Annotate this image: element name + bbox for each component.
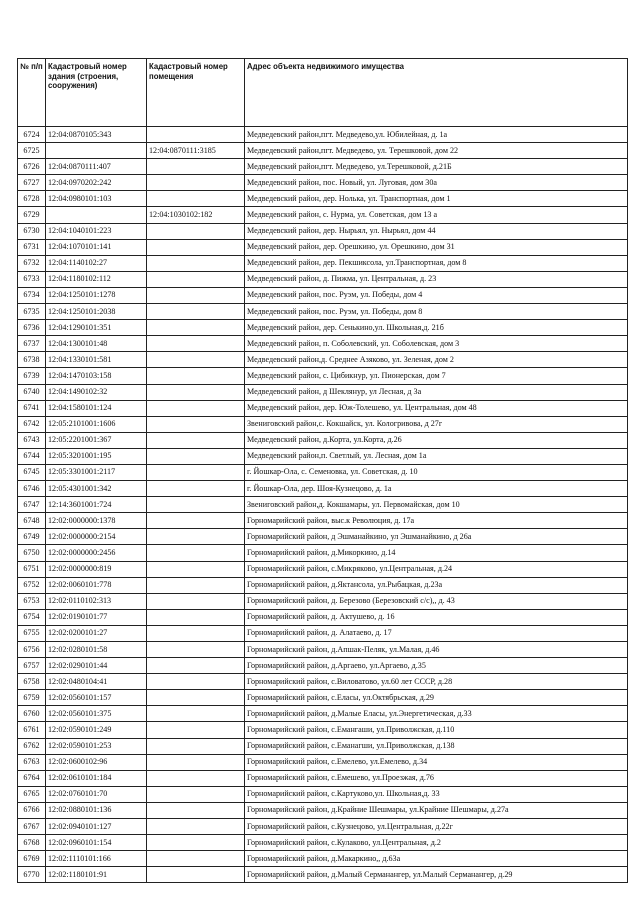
premises-cadastral-cell <box>147 706 245 722</box>
building-cadastral-cell: 12:02:0880101:136 <box>46 802 147 818</box>
building-cadastral-cell: 12:02:0290101:44 <box>46 658 147 674</box>
row-number-cell: 6761 <box>18 722 46 738</box>
table-row <box>18 513 628 529</box>
row-number-cell: 6727 <box>18 175 46 191</box>
table-row <box>18 255 628 271</box>
row-number-cell: 6764 <box>18 770 46 786</box>
row-number-cell: 6767 <box>18 819 46 835</box>
table-row <box>18 577 628 593</box>
row-number-cell: 6766 <box>18 802 46 818</box>
address-cell: Медведевский район, д Шеклянур, ул Лесная, д 3а <box>245 384 628 400</box>
address-cell: Медведевский район, д. Пижма, ул. Центральная, д. 23 <box>245 271 628 287</box>
row-number-cell: 6749 <box>18 529 46 545</box>
address-cell: Медведевский район, дер. Орешкино, ул. Орешкино, дом 31 <box>245 239 628 255</box>
row-number-cell: 6732 <box>18 255 46 271</box>
building-cadastral-cell: 12:05:2201001:367 <box>46 432 147 448</box>
row-number-cell: 6735 <box>18 304 46 320</box>
premises-cadastral-cell: 12:04:0870111:3185 <box>147 143 245 159</box>
premises-cadastral-cell <box>147 255 245 271</box>
row-number-cell: 6758 <box>18 674 46 690</box>
row-number-cell: 6742 <box>18 416 46 432</box>
premises-cadastral-cell <box>147 642 245 658</box>
table-row <box>18 770 628 786</box>
table-row <box>18 175 628 191</box>
address-cell: Звениговский район,с. Кокшайск, ул. Кологривова, д 27г <box>245 416 628 432</box>
building-cadastral-cell: 12:04:1140102:27 <box>46 255 147 271</box>
table-row <box>18 497 628 513</box>
building-cadastral-cell: 12:04:1300101:48 <box>46 336 147 352</box>
row-number-cell: 6734 <box>18 287 46 303</box>
row-number-cell: 6757 <box>18 658 46 674</box>
address-cell: Медведевский район, дер. Пекшиксола, ул.Транспортная, дом 8 <box>245 255 628 271</box>
building-cadastral-cell: 12:02:0000000:2456 <box>46 545 147 561</box>
premises-cadastral-cell <box>147 561 245 577</box>
premises-cadastral-cell <box>147 867 245 883</box>
address-cell: Горномарийский район, д.Апшак-Пеляк, ул.Малая, д.46 <box>245 642 628 658</box>
address-cell: Медведевский район, пос. Руэм, ул. Победы, дом 8 <box>245 304 628 320</box>
address-cell: Медведевский район,пгт. Медведево,ул. Юбилейная, д. 1а <box>245 127 628 143</box>
address-cell: Горномарийский район, д.Яктансола, ул.Рыбацкая, д.23а <box>245 577 628 593</box>
premises-cadastral-cell <box>147 577 245 593</box>
building-cadastral-cell: 12:04:0980101:103 <box>46 191 147 207</box>
row-number-cell: 6740 <box>18 384 46 400</box>
table-row <box>18 722 628 738</box>
address-cell: Горномарийский район, д.Аргаево, ул.Аргаево, д.35 <box>245 658 628 674</box>
premises-cadastral-cell <box>147 448 245 464</box>
building-cadastral-cell: 12:05:2101001:1606 <box>46 416 147 432</box>
premises-cadastral-cell <box>147 368 245 384</box>
building-cadastral-cell: 12:05:4301001:342 <box>46 481 147 497</box>
table-row <box>18 754 628 770</box>
building-cadastral-cell: 12:02:0200101:27 <box>46 625 147 641</box>
address-cell: Горномарийский район, с.Картуково,ул. Школьная,д. 33 <box>245 786 628 802</box>
building-cadastral-cell: 12:02:1180101:91 <box>46 867 147 883</box>
table-row <box>18 191 628 207</box>
premises-cadastral-cell <box>147 191 245 207</box>
table-row <box>18 416 628 432</box>
row-number-cell: 6763 <box>18 754 46 770</box>
table-row <box>18 143 628 159</box>
row-number-cell: 6754 <box>18 609 46 625</box>
address-cell: Горномарийский район, с.Еласы, ул.Октябрьская, д.29 <box>245 690 628 706</box>
premises-cadastral-cell <box>147 690 245 706</box>
premises-cadastral-cell <box>147 416 245 432</box>
table-row <box>18 561 628 577</box>
premises-cadastral-cell <box>147 336 245 352</box>
row-number-cell: 6751 <box>18 561 46 577</box>
address-cell: Медведевский район, п. Соболевский, ул. Соболевская, дом 3 <box>245 336 628 352</box>
premises-cadastral-cell <box>147 593 245 609</box>
building-cadastral-cell: 12:05:3201001:195 <box>46 448 147 464</box>
address-cell: Горномарийский район, д.Макаркино,, д.63а <box>245 851 628 867</box>
building-cadastral-cell: 12:04:1070101:141 <box>46 239 147 255</box>
row-number-cell: 6747 <box>18 497 46 513</box>
address-cell: Горномарийский район, с.Емангаши, ул.Приволжская, д.110 <box>245 722 628 738</box>
table-row <box>18 287 628 303</box>
address-cell: Медведевский район,д. Среднее Азяково, ул. Зеленая, дом 2 <box>245 352 628 368</box>
table-row <box>18 304 628 320</box>
building-cadastral-cell: 12:04:0870111:407 <box>46 159 147 175</box>
row-number-cell: 6741 <box>18 400 46 416</box>
row-number-cell: 6759 <box>18 690 46 706</box>
address-cell: Горномарийский район, с.Виловатово, ул.60 лет СССР, д.28 <box>245 674 628 690</box>
row-number-cell: 6744 <box>18 448 46 464</box>
building-cadastral-cell: 12:04:1330101:581 <box>46 352 147 368</box>
table-row <box>18 464 628 480</box>
building-cadastral-cell: 12:02:0000000:1378 <box>46 513 147 529</box>
table-row <box>18 819 628 835</box>
table-row <box>18 706 628 722</box>
address-cell: Медведевский район, пос. Руэм, ул. Победы, дом 4 <box>245 287 628 303</box>
building-cadastral-cell: 12:04:1580101:124 <box>46 400 147 416</box>
row-number-cell: 6729 <box>18 207 46 223</box>
building-cadastral-cell: 12:04:1250101:2038 <box>46 304 147 320</box>
row-number-cell: 6769 <box>18 851 46 867</box>
table-row <box>18 625 628 641</box>
table-row <box>18 207 628 223</box>
row-number-cell: 6762 <box>18 738 46 754</box>
premises-cadastral-cell <box>147 770 245 786</box>
building-cadastral-cell: 12:02:0560101:375 <box>46 706 147 722</box>
address-cell: Горномарийский район, д. Актушево, д. 16 <box>245 609 628 625</box>
premises-cadastral-cell <box>147 529 245 545</box>
premises-cadastral-cell <box>147 625 245 641</box>
row-number-cell: 6748 <box>18 513 46 529</box>
premises-cadastral-cell <box>147 223 245 239</box>
row-number-cell: 6756 <box>18 642 46 658</box>
table-row <box>18 851 628 867</box>
header-address: Адрес объекта недвижимого имущества <box>245 59 628 127</box>
table-header-row <box>18 59 628 127</box>
building-cadastral-cell: 12:02:0110102:313 <box>46 593 147 609</box>
table-row <box>18 786 628 802</box>
table-row <box>18 545 628 561</box>
row-number-cell: 6768 <box>18 835 46 851</box>
address-cell: Горномарийский район, выс.к Революция, д. 17а <box>245 513 628 529</box>
building-cadastral-cell: 12:02:0000000:819 <box>46 561 147 577</box>
building-cadastral-cell: 12:04:1490102:32 <box>46 384 147 400</box>
address-cell: Медведевский район, дер. Нолька, ул. Транспортная, дом 1 <box>245 191 628 207</box>
address-cell: Горномарийский район, с.Кулаково, ул.Центральная, д.2 <box>245 835 628 851</box>
row-number-cell: 6760 <box>18 706 46 722</box>
premises-cadastral-cell <box>147 432 245 448</box>
premises-cadastral-cell <box>147 400 245 416</box>
address-cell: Медведевский район, дер. Сенькино,ул. Школьная,д. 21б <box>245 320 628 336</box>
table-row <box>18 352 628 368</box>
address-cell: Медведевский район, дер. Юж-Толешево, ул. Центральная, дом 48 <box>245 400 628 416</box>
premises-cadastral-cell <box>147 127 245 143</box>
table-row <box>18 738 628 754</box>
building-cadastral-cell: 12:04:1290101:351 <box>46 320 147 336</box>
row-number-cell: 6753 <box>18 593 46 609</box>
premises-cadastral-cell <box>147 304 245 320</box>
building-cadastral-cell: 12:02:0060101:778 <box>46 577 147 593</box>
building-cadastral-cell: 12:02:0590101:253 <box>46 738 147 754</box>
table-row <box>18 674 628 690</box>
row-number-cell: 6733 <box>18 271 46 287</box>
row-number-cell: 6737 <box>18 336 46 352</box>
premises-cadastral-cell <box>147 159 245 175</box>
building-cadastral-cell: 12:02:0600102:96 <box>46 754 147 770</box>
address-cell: Горномарийский район, с.Емешево, ул.Проезжая, д.76 <box>245 770 628 786</box>
premises-cadastral-cell <box>147 658 245 674</box>
table-row <box>18 432 628 448</box>
header-building-cadastral: Кадастровый номер здания (строения, сооружения) <box>46 59 147 127</box>
building-cadastral-cell: 12:04:1180102:112 <box>46 271 147 287</box>
building-cadastral-cell <box>46 207 147 223</box>
address-cell: г. Йошкар-Ола, дер. Шоя-Кузнецово, д. 1а <box>245 481 628 497</box>
premises-cadastral-cell <box>147 819 245 835</box>
table-row <box>18 609 628 625</box>
address-cell: Горномарийский район, д. Березово (Березовский с/с),, д. 43 <box>245 593 628 609</box>
row-number-cell: 6736 <box>18 320 46 336</box>
address-cell: Горномарийский район, с.Микряково, ул.Центральная, д.24 <box>245 561 628 577</box>
building-cadastral-cell: 12:02:0960101:154 <box>46 835 147 851</box>
row-number-cell: 6730 <box>18 223 46 239</box>
table-row <box>18 658 628 674</box>
premises-cadastral-cell <box>147 835 245 851</box>
premises-cadastral-cell <box>147 609 245 625</box>
premises-cadastral-cell <box>147 481 245 497</box>
row-number-cell: 6746 <box>18 481 46 497</box>
table-row <box>18 239 628 255</box>
premises-cadastral-cell <box>147 754 245 770</box>
address-cell: Горномарийский район, с.Еманагши, ул.Приволжская, д.138 <box>245 738 628 754</box>
building-cadastral-cell: 12:05:3301001:2117 <box>46 464 147 480</box>
premises-cadastral-cell <box>147 674 245 690</box>
premises-cadastral-cell <box>147 545 245 561</box>
address-cell: Горномарийский район, с.Емелево, ул.Емелево, д.34 <box>245 754 628 770</box>
building-cadastral-cell: 12:02:0610101:184 <box>46 770 147 786</box>
premises-cadastral-cell <box>147 175 245 191</box>
address-cell: Звениговский район,д. Кокшамары, ул. Первомайская, дом 10 <box>245 497 628 513</box>
row-number-cell: 6739 <box>18 368 46 384</box>
premises-cadastral-cell <box>147 786 245 802</box>
row-number-cell: 6726 <box>18 159 46 175</box>
table-row <box>18 271 628 287</box>
address-cell: Горномарийский район, д.Микоркино, д.14 <box>245 545 628 561</box>
address-cell: Горномарийский район, д.Малые Еласы, ул.Энергетическая, д.33 <box>245 706 628 722</box>
row-number-cell: 6725 <box>18 143 46 159</box>
table-row <box>18 223 628 239</box>
address-cell: Медведевский район,пгт. Медведево, ул.Терешковой, д.21Б <box>245 159 628 175</box>
building-cadastral-cell: 12:02:0190101:77 <box>46 609 147 625</box>
table-row <box>18 529 628 545</box>
premises-cadastral-cell <box>147 320 245 336</box>
building-cadastral-cell: 12:02:1110101:166 <box>46 851 147 867</box>
table-row <box>18 593 628 609</box>
property-registry-table <box>17 58 628 883</box>
table-row <box>18 336 628 352</box>
row-number-cell: 6731 <box>18 239 46 255</box>
row-number-cell: 6750 <box>18 545 46 561</box>
building-cadastral-cell: 12:04:0870105:343 <box>46 127 147 143</box>
table-row <box>18 867 628 883</box>
building-cadastral-cell: 12:04:1040101:223 <box>46 223 147 239</box>
premises-cadastral-cell <box>147 239 245 255</box>
premises-cadastral-cell <box>147 464 245 480</box>
building-cadastral-cell: 12:04:1470103:158 <box>46 368 147 384</box>
row-number-cell: 6755 <box>18 625 46 641</box>
building-cadastral-cell: 12:04:0970202:242 <box>46 175 147 191</box>
row-number-cell: 6765 <box>18 786 46 802</box>
address-cell: Горномарийский район, д Эшманайкино, ул Эшманайкино, д 26а <box>245 529 628 545</box>
building-cadastral-cell: 12:02:0000000:2154 <box>46 529 147 545</box>
building-cadastral-cell: 12:02:0480104:41 <box>46 674 147 690</box>
table-row <box>18 159 628 175</box>
table-row <box>18 320 628 336</box>
premises-cadastral-cell <box>147 271 245 287</box>
premises-cadastral-cell: 12:04:1030102:182 <box>147 207 245 223</box>
building-cadastral-cell: 12:14:3601001:724 <box>46 497 147 513</box>
premises-cadastral-cell <box>147 497 245 513</box>
building-cadastral-cell: 12:02:0940101:127 <box>46 819 147 835</box>
premises-cadastral-cell <box>147 802 245 818</box>
row-number-cell: 6745 <box>18 464 46 480</box>
table-row <box>18 400 628 416</box>
table-row <box>18 448 628 464</box>
premises-cadastral-cell <box>147 352 245 368</box>
header-premises-cadastral: Кадастровый номер помещения <box>147 59 245 127</box>
address-cell: Медведевский район, дер. Нырьял, ул. Нырьял, дом 44 <box>245 223 628 239</box>
row-number-cell: 6724 <box>18 127 46 143</box>
premises-cadastral-cell <box>147 287 245 303</box>
address-cell: Горномарийский район, д. Алатаево, д. 17 <box>245 625 628 641</box>
address-cell: Медведевский район, д.Корта, ул.Корта, д.26 <box>245 432 628 448</box>
header-row-number: № п/п <box>18 59 46 127</box>
table-row <box>18 642 628 658</box>
building-cadastral-cell: 12:04:1250101:1278 <box>46 287 147 303</box>
building-cadastral-cell: 12:02:0560101:157 <box>46 690 147 706</box>
table-row <box>18 802 628 818</box>
address-cell: Горномарийский район, с.Кузнецово, ул.Центральная, д.22г <box>245 819 628 835</box>
table-row <box>18 384 628 400</box>
building-cadastral-cell: 12:02:0280101:58 <box>46 642 147 658</box>
row-number-cell: 6752 <box>18 577 46 593</box>
table-body <box>18 127 628 883</box>
premises-cadastral-cell <box>147 851 245 867</box>
address-cell: Горномарийский район, д.Крайние Шешмары, ул.Крайние Шешмары, д.27а <box>245 802 628 818</box>
premises-cadastral-cell <box>147 738 245 754</box>
table-row <box>18 481 628 497</box>
building-cadastral-cell <box>46 143 147 159</box>
address-cell: Медведевский район,п. Светлый, ул. Лесная, дом 1а <box>245 448 628 464</box>
address-cell: Медведевский район,пгт. Медведево, ул. Терешковой, дом 22 <box>245 143 628 159</box>
premises-cadastral-cell <box>147 513 245 529</box>
premises-cadastral-cell <box>147 384 245 400</box>
table-row <box>18 127 628 143</box>
building-cadastral-cell: 12:02:0590101:249 <box>46 722 147 738</box>
table-row <box>18 368 628 384</box>
table-row <box>18 690 628 706</box>
address-cell: г. Йошкар-Ола, с. Семеновка, ул. Советская, д. 10 <box>245 464 628 480</box>
row-number-cell: 6738 <box>18 352 46 368</box>
row-number-cell: 6743 <box>18 432 46 448</box>
address-cell: Медведевский район, с. Цибикнур, ул. Пионерская, дом 7 <box>245 368 628 384</box>
building-cadastral-cell: 12:02:0760101:70 <box>46 786 147 802</box>
row-number-cell: 6770 <box>18 867 46 883</box>
premises-cadastral-cell <box>147 722 245 738</box>
address-cell: Горномарийский район, д.Малый Серманангер, ул.Малый Серманангер, д.29 <box>245 867 628 883</box>
row-number-cell: 6728 <box>18 191 46 207</box>
address-cell: Медведевский район, пос. Новый, ул. Луговая, дом 30а <box>245 175 628 191</box>
table-row <box>18 835 628 851</box>
address-cell: Медведевский район, с. Нурма, ул. Советская, дом 13 а <box>245 207 628 223</box>
